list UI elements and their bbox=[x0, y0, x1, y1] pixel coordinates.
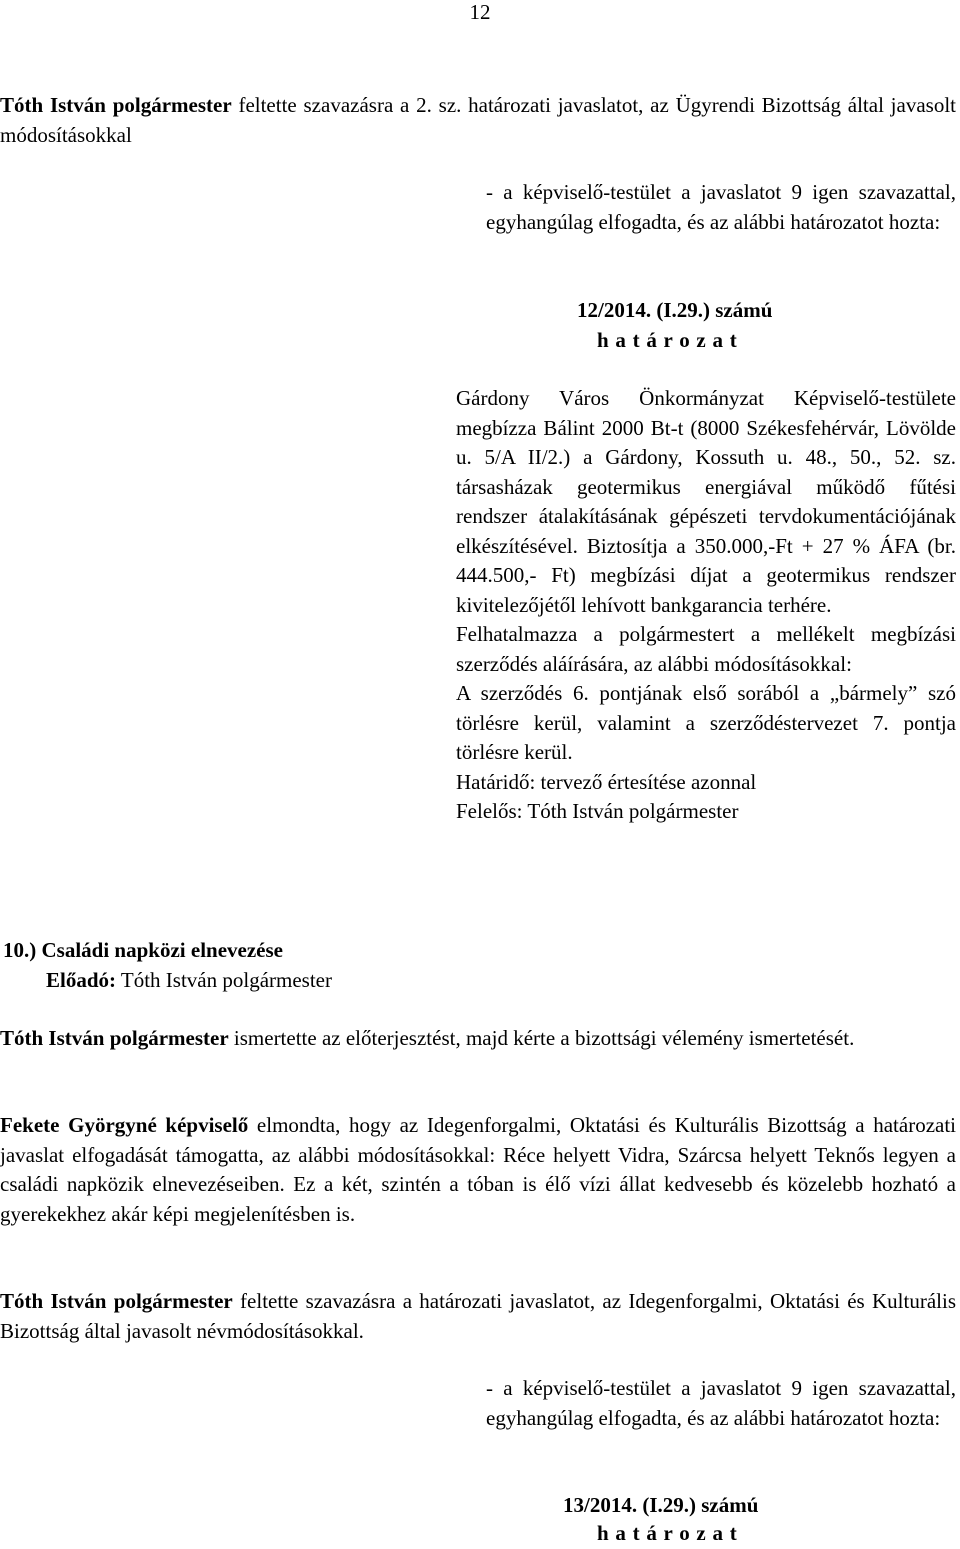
resolution1-authorization: Felhatalmazza a polgármestert a mellékelt megbízási szerződés aláírására, az alábbi módosításokkal: bbox=[456, 622, 956, 676]
presenter-label: Előadó: bbox=[46, 968, 117, 992]
resolution1-text: Gárdony Város Önkormányzat Képviselő-testülete megbízza Bálint 2000 Bt-t (8000 Székesfehérvár, Lövölde u. 5/A II/2.) a Gárdony, Kossuth u. 48., 50., 52. sz. társasházak geotermikus energiával működő fűtési rendszer átalakításának gépészeti tervdokumentációjának elkészítésével. Biztosítja a 350.000,-Ft + 27 % ÁFA (br. 444.500,- Ft) megbízási díjat a geotermikus rendszer kivitelezőjétől lehívott bankgarancia terhére. bbox=[456, 386, 956, 617]
vote1-outcome: - a képviselő-testület a javaslatot 9 igen szavazattal, egyhangúlag elfogadta, és az alábbi határozatot hozta: bbox=[486, 180, 956, 234]
para1-speaker: Tóth István polgármester bbox=[0, 1026, 229, 1050]
resolution1-modification: A szerződés 6. pontjának első sorából a „bármely” szó törlésre kerül, valamint a szerződéstervezet 7. pontja törlésre kerül. bbox=[456, 681, 956, 764]
agenda10-presenter bbox=[46, 966, 332, 996]
para1 bbox=[0, 1024, 956, 1054]
vote2-text: feltette szavazásra a határozati javaslatot, az Idegenforgalmi, Oktatási és Kulturális Bizottság által javasolt névmódosításokkal. bbox=[0, 1289, 956, 1343]
vote1-paragraph bbox=[0, 91, 956, 150]
vote2-paragraph bbox=[0, 1287, 956, 1346]
para1-text: ismertette az előterjesztést, majd kérte a bizottsági vélemény ismertetését. bbox=[233, 1026, 855, 1050]
resolution2-number: 13/2014. (I.29.) számú bbox=[563, 1493, 759, 1517]
vote1-speaker: Tóth István polgármester bbox=[0, 93, 232, 117]
para2-text: elmondta, hogy az Idegenforgalmi, Oktatási és Kulturális Bizottság a határozati javaslat elfogadását támogatta, az alábbi módosításokkal: Réce helyett Vidra, Szárcsa helyett Teknős legyen a családi napközik elnevezéseiben. Ez a két, szintén a tóban is élő vízi állat kedvesebb és közelebb hozható a gyerekekhez akár képi megjelenítésben is. bbox=[0, 1113, 957, 1226]
resolution2-heading: határozat bbox=[597, 1521, 744, 1545]
para2-speaker: Fekete Györgyné képviselő bbox=[0, 1113, 249, 1137]
resolution1-number: 12/2014. (I.29.) számú bbox=[577, 298, 773, 322]
page-number: 12 bbox=[469, 0, 491, 24]
resolution1-deadline: Határidő: tervező értesítése azonnal bbox=[456, 769, 757, 794]
vote1-text: feltette szavazásra a 2. sz. határozati javaslatot, az Ügyrendi Bizottság által javasolt módosításokkal bbox=[0, 93, 956, 147]
presenter-name: Tóth István polgármester bbox=[120, 968, 332, 992]
agenda10-title: 10.) Családi napközi elnevezése bbox=[3, 938, 283, 962]
resolution1-responsible: Felelős: Tóth István polgármester bbox=[456, 799, 739, 823]
para2 bbox=[0, 1111, 956, 1229]
resolution1-heading: határozat bbox=[597, 328, 744, 352]
vote2-outcome: - a képviselő-testület a javaslatot 9 igen szavazattal, egyhangúlag elfogadta, és az alábbi határozatot hozta: bbox=[486, 1376, 956, 1430]
resolution1-body bbox=[456, 384, 956, 827]
vote2-speaker: Tóth István polgármester bbox=[0, 1289, 233, 1313]
